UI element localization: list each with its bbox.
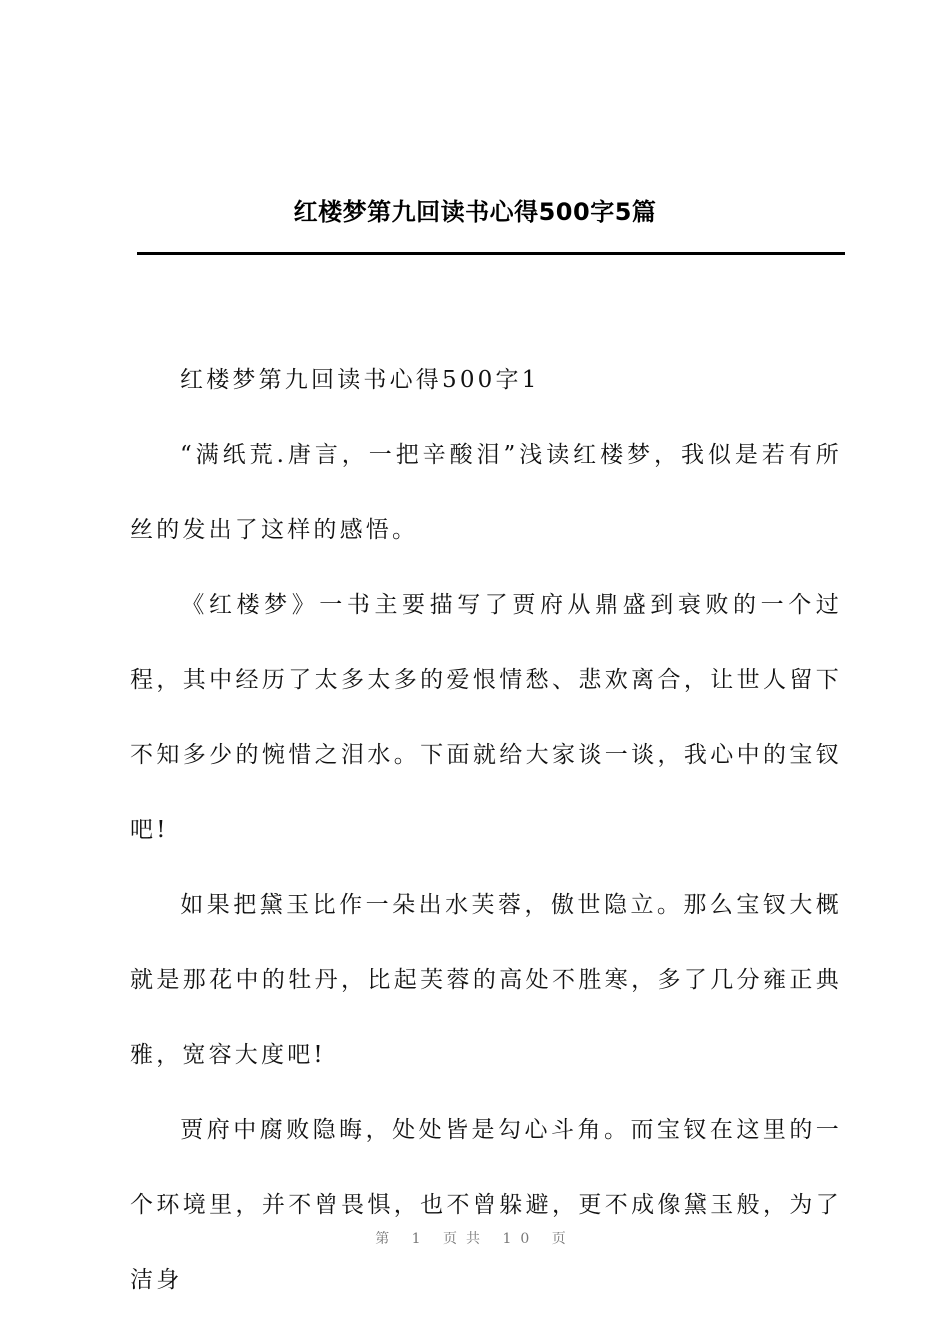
paragraph-heading xyxy=(130,343,842,418)
paragraph xyxy=(130,1093,842,1318)
paragraph xyxy=(130,568,842,868)
document-title: 红楼梦第九回读书心得500字5篇 xyxy=(293,198,657,226)
paragraph xyxy=(130,418,842,568)
paragraph-text: “满纸荒.唐言，一把辛酸泪”浅读红楼梦，我似是若有所丝的发出了这样的感悟。 xyxy=(130,442,842,543)
paragraph-text: 红楼梦第九回读书心得500字1 xyxy=(180,367,540,393)
page-footer: 第 1 页共 10 页 xyxy=(375,1231,575,1247)
paragraph-text: 《红楼梦》一书主要描写了贾府从鼎盛到衰败的一个过程，其中经历了太多太多的爱恨情愁、悲欢离合，让世人留下不知多少的惋惜之泪水。下面就给大家谈一谈，我心中的宝钗吧! xyxy=(130,592,842,843)
paragraph-text: 贾府中腐败隐晦，处处皆是勾心斗角。而宝钗在这里的一个环境里，并不曾畏惧，也不曾躲避，更不成像黛玉般，为了洁身 xyxy=(130,1117,842,1293)
document-body xyxy=(130,343,842,1318)
paragraph-text: 如果把黛玉比作一朵出水芙蓉，傲世隐立。那么宝钗大概就是那花中的牡丹，比起芙蓉的高处不胜寒，多了几分雍正典雅，宽容大度吧! xyxy=(130,892,842,1068)
title-underline xyxy=(137,252,845,255)
paragraph xyxy=(130,868,842,1093)
